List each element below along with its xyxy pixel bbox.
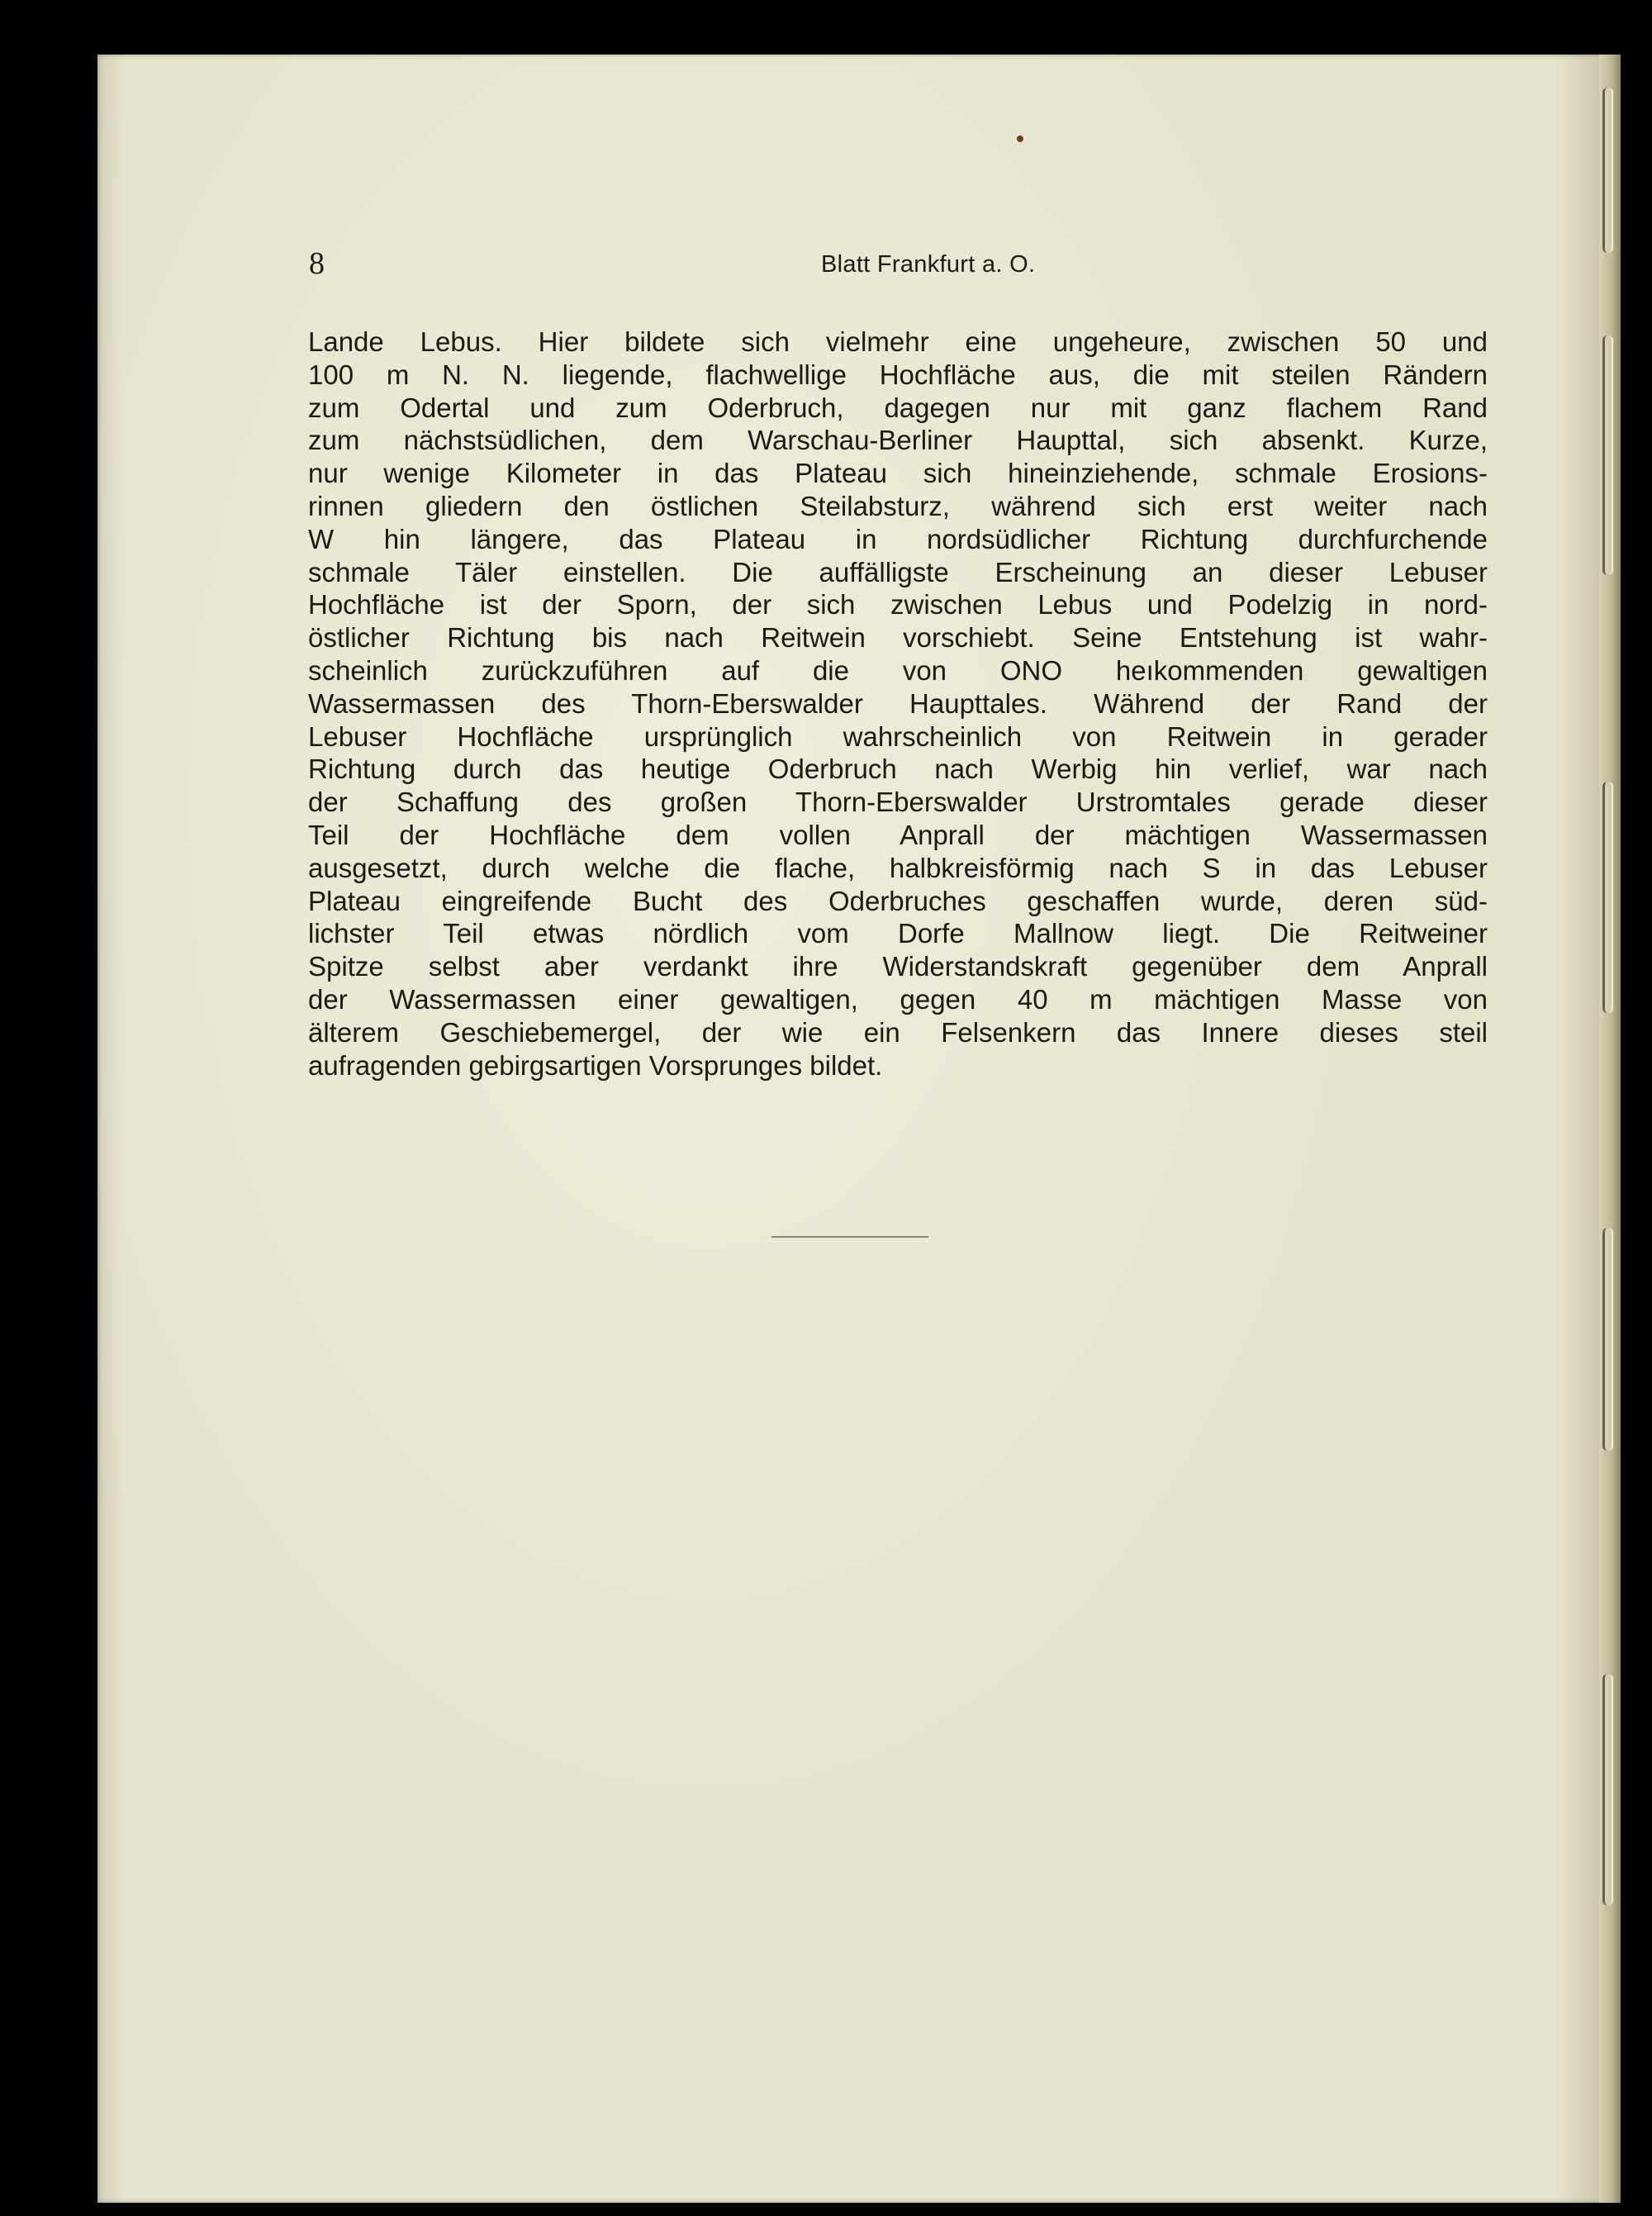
text-line: rinnen gliedern den östlichen Steilabsturz, während sich erst weiter nach — [308, 490, 1488, 521]
text-line: ausgesetzt, durch welche die flache, halbkreisförmig nach S in das Lebuser — [308, 852, 1488, 883]
running-title: Blatt Frankfurt a. O. — [821, 251, 1036, 278]
page-header — [97, 243, 1621, 284]
text-line: Spitze selbst aber verdankt ihre Widerstandskraft gegenüber dem Anprall — [308, 951, 1488, 982]
text-line: Richtung durch das heutige Oderbruch nach Werbig hin verlief, war nach — [308, 754, 1488, 785]
binding-stitch — [1602, 88, 1613, 253]
text-line: schmale Täler einstellen. Die auffälligste Erscheinung an dieser Lebuser — [308, 556, 1488, 587]
ink-spot — [1017, 136, 1023, 142]
text-line: aufragenden gebirgsartigen Vorsprunges bildet. — [308, 1049, 883, 1081]
text-line: 100 m N. N. liegende, flachwellige Hochfläche aus, die mit steilen Rändern — [308, 359, 1488, 390]
text-line: Plateau eingreifende Bucht des Oderbruches geschaffen wurde, deren süd- — [308, 885, 1488, 916]
text-line: zum nächstsüdlichen, dem Warschau-Berliner Haupttal, sich absenkt. Kurze, — [308, 425, 1488, 456]
text-line: scheinlich zurückzuführen auf die von ONO heıkommenden gewaltigen — [308, 654, 1488, 686]
text-line: W hin längere, das Plateau in nordsüdlicher Richtung durchfurchende — [308, 523, 1488, 554]
text-line: älterem Geschiebemergel, der wie ein Felsenkern das Innere dieses steil — [308, 1016, 1488, 1048]
page-number: 8 — [309, 246, 325, 281]
text-line: der Wassermassen einer gewaltigen, gegen 40 m mächtigen Masse von — [308, 983, 1488, 1015]
text-line: Lande Lebus. Hier bildete sich vielmehr eine ungeheure, zwischen 50 und — [308, 326, 1488, 357]
binding-stitch — [1602, 335, 1613, 575]
binding-stitch — [1602, 1228, 1613, 1451]
text-line: der Schaffung des großen Thorn-Eberswalder Urstromtales gerade dieser — [308, 787, 1488, 818]
text-line: Wassermassen des Thorn-Eberswalder Haupttales. Während der Rand der — [308, 687, 1488, 719]
binding-stitch — [1602, 782, 1613, 1013]
text-line: lichster Teil etwas nördlich vom Dorfe Mallnow liegt. Die Reitweiner — [308, 918, 1488, 949]
book-page — [97, 55, 1621, 2203]
text-line: östlicher Richtung bis nach Reitwein vorschiebt. Seine Entstehung ist wahr- — [308, 622, 1488, 654]
text-line: Teil der Hochfläche dem vollen Anprall der mächtigen Wassermassen — [308, 819, 1488, 850]
text-line: zum Odertal und zum Oderbruch, dagegen nur mit ganz flachem Rand — [308, 392, 1488, 423]
text-line: nur wenige Kilometer in das Plateau sich hineinziehende, schmale Erosions- — [308, 458, 1488, 489]
text-line: Lebuser Hochfläche ursprünglich wahrscheinlich von Reitwein in gerader — [308, 720, 1488, 752]
body-paragraph — [308, 326, 1488, 1082]
binding-stitch — [1602, 1674, 1613, 1905]
text-line: Hochfläche ist der Sporn, der sich zwischen Lebus und Podelzig in nord- — [308, 589, 1488, 621]
section-end-rule — [771, 1236, 928, 1238]
